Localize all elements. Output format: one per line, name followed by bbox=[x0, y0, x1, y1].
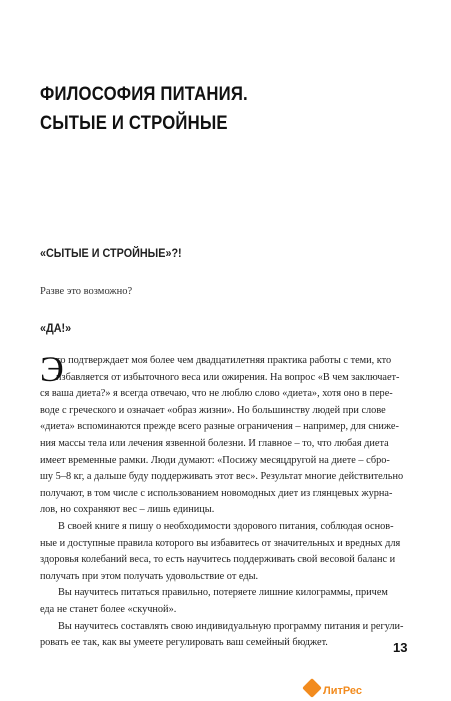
text-line: «диета» вспоминаются прежде всего разные ограничения – например, для сниже- bbox=[40, 421, 399, 433]
text-line: ные и доступные правила которого вы избавитесь от значительных и вредных для bbox=[40, 537, 401, 549]
litres-logo-text: ЛитРес bbox=[323, 685, 363, 697]
text-line: ровать ее так, как вы умеете регулировать ваш семейный бюджет. bbox=[40, 637, 328, 649]
section-question: Разве это возможно? bbox=[40, 286, 133, 297]
litres-logo-icon bbox=[302, 678, 322, 698]
text-line: ся ваша диета?» я всегда отвечаю, что не люблю слово «диета», хотя оно в пере- bbox=[40, 388, 393, 400]
paragraph-2 bbox=[40, 519, 402, 585]
litres-watermark bbox=[293, 685, 433, 701]
text-line: лов, но сохраняют вес – лишь единицы. bbox=[40, 504, 215, 516]
text-line: то подтверждает моя более чем двадцатилетняя практика работы с теми, кто bbox=[56, 355, 392, 366]
paragraph-4 bbox=[40, 619, 402, 652]
text-line: Вы научитесь питаться правильно, потеряете лишние килограммы, причем bbox=[58, 587, 388, 599]
page-number: 13 bbox=[393, 640, 408, 655]
text-line: здоровья колебаний веса, то есть научитесь поддерживать свой весовой баланс и bbox=[40, 554, 396, 566]
text-line: Вы научитесь составлять свою индивидуальную программу питания и регули- bbox=[58, 620, 404, 632]
text-line: получают, в том числе с использованием новомодных диет из глянцевых журна- bbox=[40, 487, 393, 499]
text-line: ния массы тела или лечения язвенной болезни. И главное – то, что любая диета bbox=[40, 437, 389, 449]
chapter-title-line-1: ФИЛОСОФИЯ ПИТАНИЯ. bbox=[40, 84, 248, 105]
drop-cap: Э bbox=[40, 349, 64, 389]
chapter-title bbox=[40, 80, 357, 138]
chapter-title-line-2: СЫТЫЕ И СТРОЙНЫЕ bbox=[40, 113, 228, 134]
text-line: получать при этом получать удовольствие от еды. bbox=[40, 570, 259, 582]
paragraph-1 bbox=[40, 349, 404, 519]
text-line: В своей книге я пишу о необходимости здорового питания, соблюдая основ- bbox=[58, 520, 394, 532]
section-answer: «ДА!» bbox=[40, 321, 72, 335]
text-line: воде с греческого и означает «образ жизни». Но большинству людей при слове bbox=[40, 404, 386, 416]
text-line: имеет временные рамки. Люди думают: «Посижу месяцдругой на диете – сбро- bbox=[40, 454, 390, 466]
section-heading: «СЫТЫЕ И СТРОЙНЫЕ»?! bbox=[40, 246, 182, 260]
text-line: еда не станет более «скучной». bbox=[40, 603, 177, 615]
text-line: избавляется от избыточного веса или ожирения. На вопрос «В чем заключает- bbox=[56, 371, 400, 383]
paragraph-3 bbox=[40, 585, 402, 618]
text-line: шу 5–8 кг, а дальше буду поддерживать этот вес». Результат многие действительно bbox=[40, 471, 404, 483]
